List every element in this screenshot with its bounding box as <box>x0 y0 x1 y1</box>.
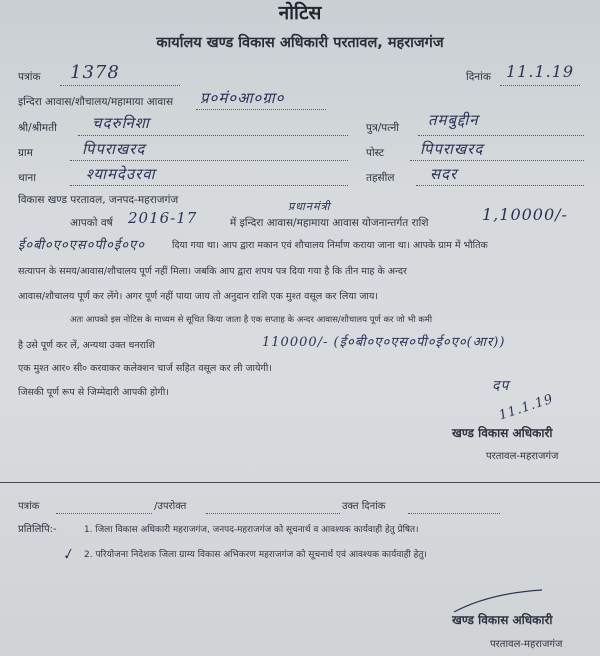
footer-uparokt: /उपरोक्त <box>154 501 187 512</box>
body-line3: सत्यापन के समय/आवास/शौचालय पूर्ण नहीं मिला। जबकि आप द्वारा शपथ पत्र दिया गया है कि तीन माह के अन्दर <box>18 266 407 277</box>
thana-line <box>70 184 348 186</box>
footer-copy1: 1. जिला विकास अधिकारी महराजगंज, जनपद-महराजगंज को सूचनार्थ व आवश्यक कार्यवाही हेतु प्रेषित। <box>84 525 419 535</box>
scheme-value: प्र०मं०आ०ग्रा० <box>200 89 285 107</box>
patrank-value: 1378 <box>70 62 120 83</box>
body-line8: जिसकी पूर्ण रूप से जिम्मेदारी आपकी होगी। <box>18 387 169 398</box>
signature1-place: परतावल-महराजगंज <box>486 451 559 462</box>
footer-patrank-line <box>56 512 152 514</box>
patrank-label: पत्रांक <box>18 71 41 83</box>
name-line <box>78 134 348 136</box>
body-year-value: 2016-17 <box>128 209 198 227</box>
body-line6-prefix: है उसे पूर्ण कर लें, अन्यथा उक्त धनराशि <box>18 340 155 351</box>
patrank-line <box>60 84 180 86</box>
notice-title: नोटिस <box>278 2 322 24</box>
relation-label: पुत्र/पत्नी <box>366 122 400 134</box>
body-amount-value: 1,10000/- <box>482 205 568 224</box>
footer-patrank-label: पत्रांक <box>18 501 40 512</box>
village-label: ग्राम <box>18 147 33 159</box>
date-line <box>500 84 580 86</box>
post-label: पोस्ट <box>366 147 385 159</box>
footer-pratilipi-label: प्रतिलिपि:- <box>18 524 57 535</box>
post-line <box>410 159 584 161</box>
body-year-prefix: आपको वर्ष <box>70 217 113 229</box>
thana-value: श्यामदेउरवा <box>86 165 156 183</box>
footer-date-label: उक्त दिनांक <box>342 501 386 512</box>
scheme-label: इन्दिरा आवास/शौचालय/महामाया आवास <box>18 96 174 108</box>
village-line <box>70 159 348 161</box>
date-value: 11.1.19 <box>506 62 575 81</box>
signature1-title: खण्ड विकास अधिकारी <box>452 426 553 440</box>
section-divider <box>0 482 600 483</box>
footer-copy2: 2. परियोजना निदेशक जिला ग्राम्य विकास अभिकरण महराजगंज को सूचनार्थ एवं आवश्यक कार्यवाही हेतु। <box>84 550 427 560</box>
block-line: विकास खण्ड परतावल, जनपद-महराजगंज <box>18 194 179 206</box>
footer-uparokt-line <box>206 512 340 514</box>
body-line5: अतः आपको इस नोटिस के माध्यम से सूचित किया जाता है एक सप्ताह के अन्दर आवास/शौचालय पूर्ण कर जो भी कमी <box>70 315 433 325</box>
body-line2-rest: दिया गया था। आप द्वारा मकान एवं शौचालय निर्माण कराया जाना था। आपके ग्राम में भौतिक <box>172 240 488 251</box>
relation-line <box>418 134 584 136</box>
tehsil-value: सदर <box>430 165 458 183</box>
signature2-place: परतावल-महराजगंज <box>490 639 563 650</box>
initials-mark: दप <box>492 378 510 394</box>
scheme-line <box>196 108 326 110</box>
signature2-title: खण्ड विकास अधिकारी <box>452 613 553 627</box>
body-line6-hand: 110000/- (ई०बी०ए०एस०पी०ई०ए०(आर)) <box>262 335 506 350</box>
footer-date-line <box>408 512 500 514</box>
footer-tick-mark: ✓ <box>59 545 78 565</box>
body-line2-hand: ई०बी०ए०एस०पी०ई०ए० <box>18 238 145 253</box>
body-line1-mid: में इन्दिरा आवास/महामाया आवास योजनान्तर्गत राशि <box>230 217 429 229</box>
body-line7: एक मुश्त आर० सी० करवाकर कलेक्शन चार्ज सहित वसूल कर ली जायेगी। <box>18 363 272 374</box>
body-line4: आवास/शौचालय पूर्ण कर लेंगे। अगर पूर्ण नहीं पाया जाय तो अनुदान राशि एक मुश्त वसूल कर लिया जाय। <box>18 291 378 302</box>
name-value: चदरुनिशा <box>92 114 150 132</box>
office-heading: कार्यालय खण्ड विकास अधिकारी परतावल, महराजगंज <box>156 35 444 51</box>
name-label: श्री/श्रीमती <box>18 122 57 134</box>
date-label: दिनांक <box>466 71 491 83</box>
scheme-above: प्रधानमंत्री <box>288 200 331 213</box>
tehsil-line <box>416 184 584 186</box>
initials-date: 11.1.19 <box>497 391 556 424</box>
tehsil-label: तहसील <box>366 172 395 184</box>
village-value: पिपराखरद <box>82 140 146 158</box>
relation-value: तमबुद्दीन <box>428 111 479 129</box>
post-value: पिपराखरद <box>420 140 484 158</box>
thana-label: थाना <box>18 172 36 184</box>
